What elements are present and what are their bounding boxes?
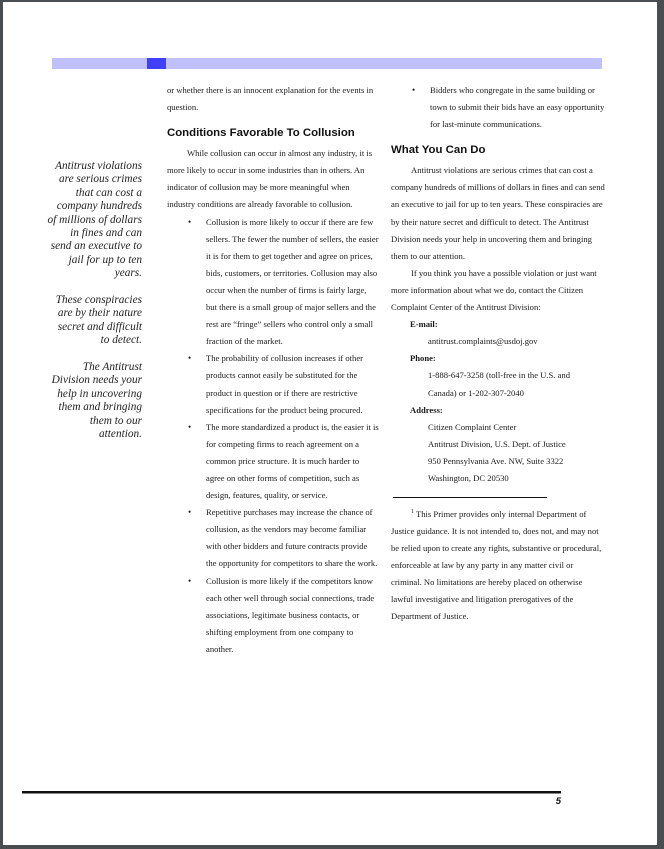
bullet-icon: • [188, 507, 192, 518]
intro-paragraph: While collusion can occur in almost any industry, it is more likely to occur in some industries than in others. An indicator of collusion may be more meaningful when industry conditions are already favorable to collusion. [167, 148, 373, 210]
pull-quote: These conspiracies are by their nature secret and difficult to detect. [55, 294, 142, 347]
page-number: 5 [555, 796, 561, 807]
address-label: Address: [410, 404, 443, 415]
list-item: • The more standardized a product is, the easier it is for competing firms to reach agreement on a common price structure. It is much harder to agree on other forms of competition, such as design, features, quality, or service. [167, 419, 379, 504]
continuation-text: or whether there is an innocent explanation for the events in question. [167, 85, 374, 113]
list-item: • Bidders who congregate in the same building or town to submit their bids have an easy opportunity for last-minute communications. [391, 82, 605, 133]
bullet-icon: • [188, 575, 192, 586]
document-page [3, 2, 657, 845]
address-line: 950 Pennsylvania Ave. NW, Suite 3322 [428, 455, 564, 466]
email-label: E-mail: [410, 319, 438, 330]
address-line: Citizen Complaint Center [428, 421, 517, 432]
conditions-list [167, 214, 379, 658]
footnote: $^1$ This Primer provides only internal Department of Justice guidance. It is not intended to, does not, and may not be relied upon to create any rights, substantive or procedural, enforceable at law by any party in any matter civil or criminal. No limitations are hereby placed on otherwise lawful investigative and litigation prerogatives of the Department of Justice. [391, 508, 602, 622]
phone-label: Phone: [410, 353, 436, 364]
footnote-marker: 1 [411, 509, 414, 516]
bullet-icon: • [412, 85, 416, 95]
header-bar [52, 58, 602, 69]
footer-rule-shadow [22, 793, 561, 794]
list-item: • The probability of collusion increases if other products cannot easily be substituted for the product in question or if there are restrictive specifications for the product being procured. [167, 350, 379, 418]
section-heading-conditions: Conditions Favorable To Collusion [167, 127, 355, 140]
bullet-icon: • [188, 216, 192, 227]
pull-quote: The Antitrust Division needs your help in uncovering them and bringing them to our attention. [51, 361, 142, 441]
phone-value: Canada) or 1-202-307-2040 [428, 387, 524, 398]
column-1 [167, 82, 379, 658]
address-line: Washington, DC 20530 [428, 472, 509, 483]
section-heading-what-you-can-do: What You Can Do [391, 144, 486, 157]
column-2 [391, 82, 605, 626]
paragraph: Antitrust violations are serious crimes that can cost a company hundreds of millions of dollars in fines and can send an executive to jail for up to ten years. These conspiracies are by their nature secret and difficult to detect. The Antitrust Division needs your help in uncovering them and bringing them to our attention. [391, 165, 605, 261]
sidebar-pull-quotes [47, 160, 142, 455]
address-line: Antitrust Division, U.S. Dept. of Justice [428, 438, 566, 449]
conditions-list-continued [391, 82, 605, 133]
paragraph: If you think you have a possible violation or just want more information about what we do, contact the Citizen Complaint Center of the Antitrust Division: [391, 267, 597, 313]
pull-quote: Antitrust violations are serious crimes that can cost a company hundreds of millions of dollars in fines and can send an executive to jail for up to ten years. [47, 160, 142, 280]
footnote-divider [393, 497, 547, 498]
phone-value: 1-888-647-3258 (toll-free in the U.S. and [428, 370, 571, 381]
email-link[interactable]: antitrust.complaints@usdoj.gov [428, 336, 538, 347]
list-item: • Collusion is more likely to occur if there are few sellers. The fewer the number of sellers, the easier it is for them to get together and agree on prices, bids, customers, or territories. Collusion may also occur when the number of firms is fairly large, but there is a small group of major sellers and the rest are “fringe” sellers who control only a small fraction of the market. [167, 214, 379, 351]
bullet-icon: • [188, 353, 192, 364]
bullet-icon: • [188, 421, 192, 432]
list-item: • Repetitive purchases may increase the chance of collusion, as the vendors may become familiar with other bidders and future contracts provide the opportunity for competitors to share the work. [167, 504, 379, 572]
header-bar-accent [147, 58, 166, 69]
list-item: • Collusion is more likely if the competitors know each other well through social connections, trade associations, legitimate business contacts, or shifting employment from one company to another. [167, 573, 379, 658]
